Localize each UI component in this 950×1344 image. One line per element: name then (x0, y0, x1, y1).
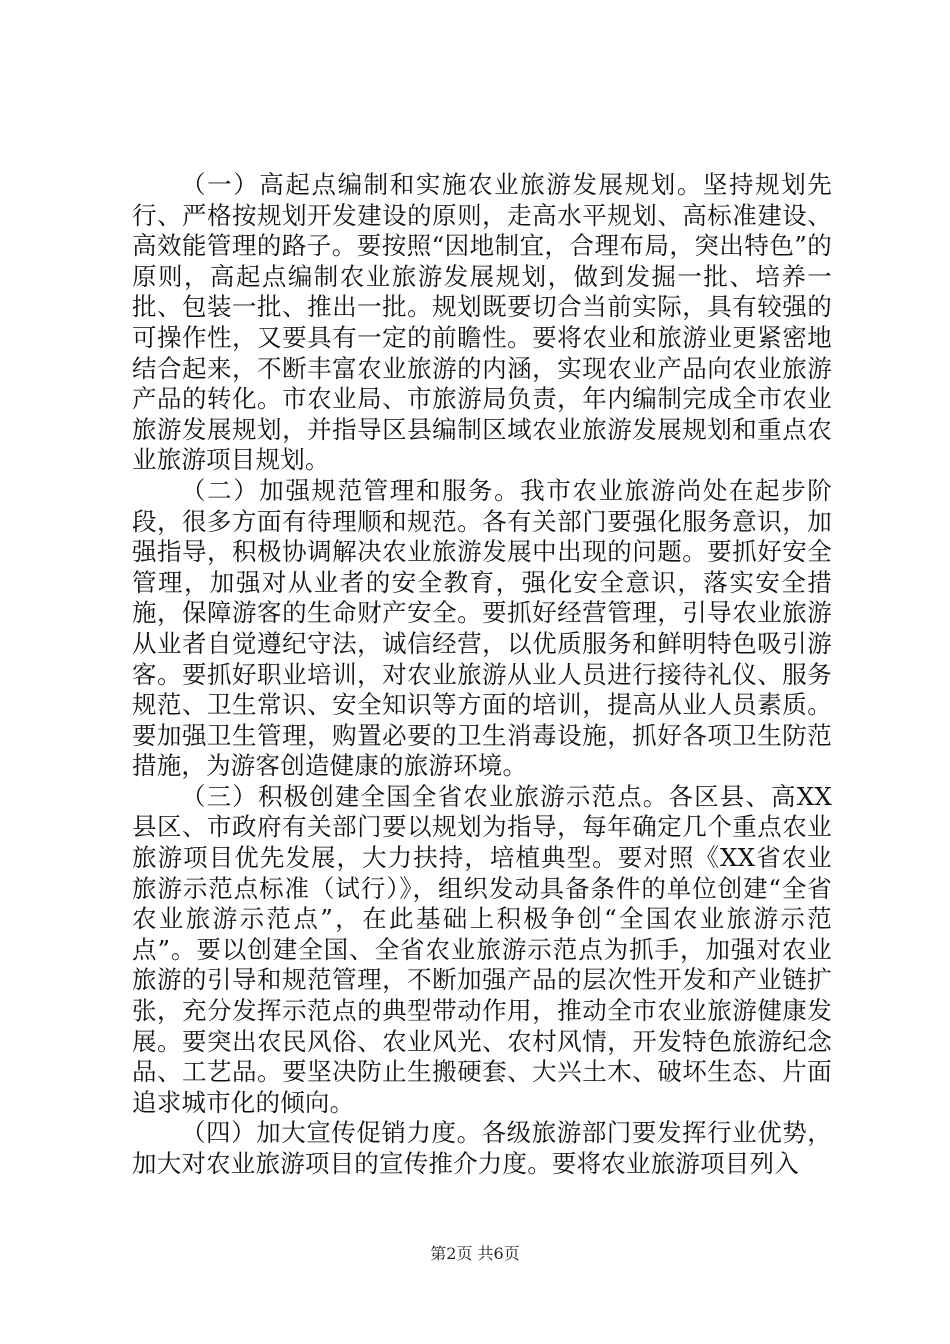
paragraph-4: （四）加大宣传促销力度。各级旅游部门要发挥行业优势，加大对农业旅游项目的宣传推介力度。要将农业旅游项目列入 (132, 1118, 832, 1178)
paragraph-2: （二）加强规范管理和服务。我市农业旅游尚处在起步阶段，很多方面有待理顺和规范。各有关部门要强化服务意识，加强指导，积极协调解决农业旅游发展中出现的问题。要抓好安全管理，加强对从业者的安全教育，强化安全意识，落实安全措施，保障游客的生命财产安全。要抓好经营管理，引导农业旅游从业者自觉遵纪守法，诚信经营，以优质服务和鲜明特色吸引游客。要抓好职业培训，对农业旅游从业人员进行接待礼仪、服务规范、卫生常识、安全知识等方面的培训，提高从业人员素质。要加强卫生管理，购置必要的卫生消毒设施，抓好各项卫生防范措施，为游客创造健康的旅游环境。 (132, 475, 832, 781)
paragraph-3: （三）积极创建全国全省农业旅游示范点。各区县、高XX县区、市政府有关部门要以规划为指导，每年确定几个重点农业旅游项目优先发展，大力扶持，培植典型。要对照《XX省农业旅游示范点标准（试行）》，组织发动具备条件的单位创建“全省农业旅游示范点”，在此基础上积极争创“全国农业旅游示范点”。要以创建全国、全省农业旅游示范点为抓手，加强对农业旅游的引导和规范管理，不断加强产品的层次性开发和产业链扩张，充分发挥示范点的典型带动作用，推动全市农业旅游健康发展。要突出农民风俗、农业风光、农村风情，开发特色旅游纪念品、工艺品。要坚决防止生搬硬套、大兴土木、破坏生态、片面追求城市化的倾向。 (132, 781, 832, 1117)
document-body (132, 170, 832, 1180)
paragraph-1: （一）高起点编制和实施农业旅游发展规划。坚持规划先行、严格按规划开发建设的原则，走高水平规划、高标准建设、高效能管理的路子。要按照“因地制宜，合理布局，突出特色”的原则，高起点编制农业旅游发展规划，做到发掘一批、培养一批、包装一批、推出一批。规划既要切合当前实际，具有较强的可操作性，又要具有一定的前瞻性。要将农业和旅游业更紧密地结合起来，不断丰富农业旅游的内涵，实现农业产品向农业旅游产品的转化。市农业局、市旅游局负责，年内编制完成全市农业旅游发展规划，并指导区县编制区域农业旅游发展规划和重点农业旅游项目规划。 (132, 170, 832, 475)
page-footer: 第2页 共6页 (430, 1244, 520, 1263)
